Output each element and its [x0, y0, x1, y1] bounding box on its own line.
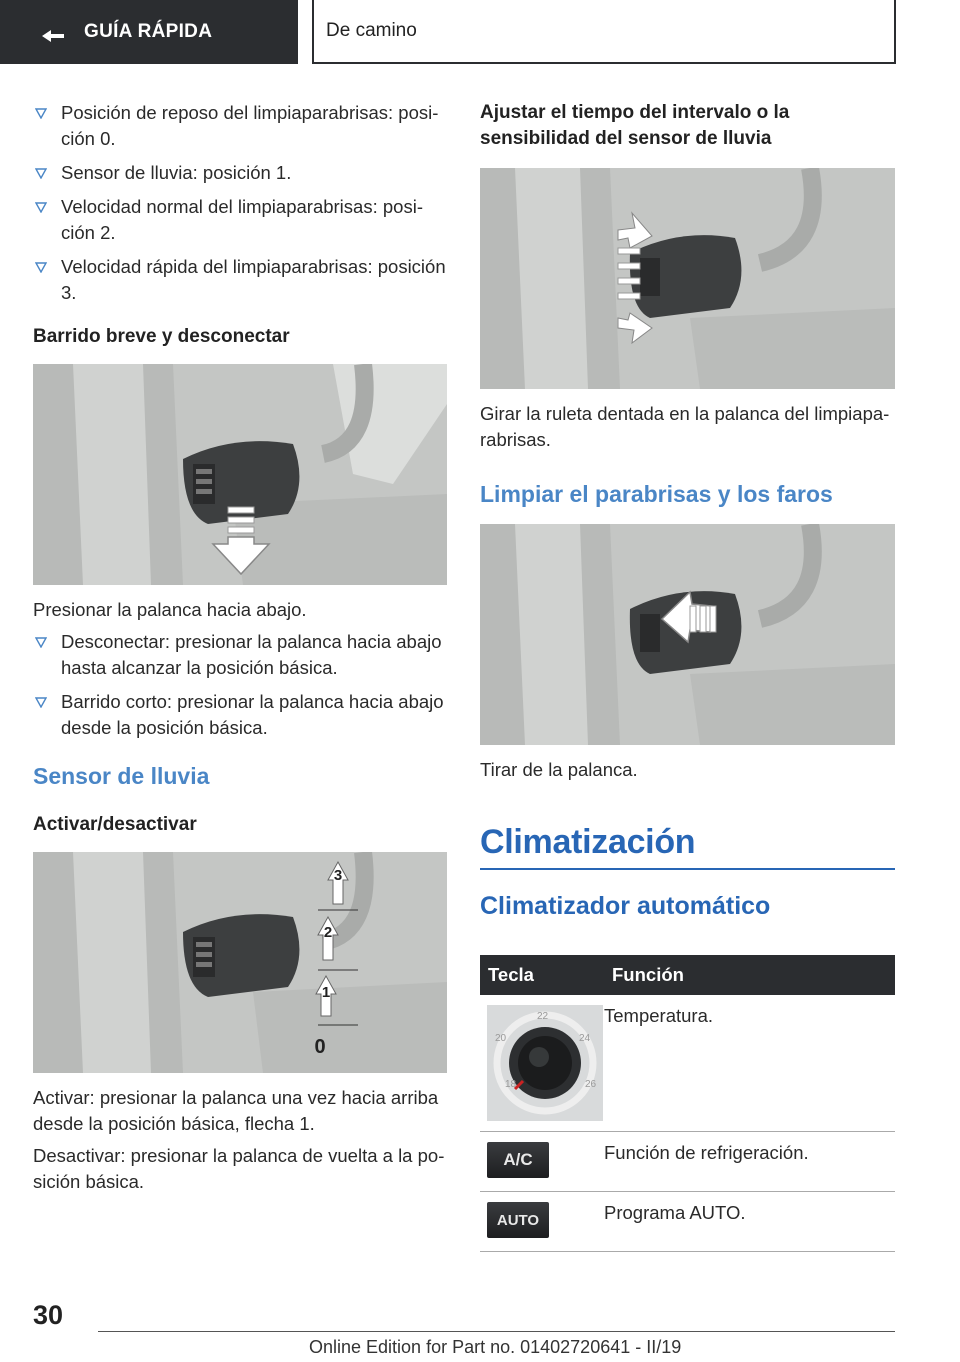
function-auto: Programa AUTO.	[604, 1192, 895, 1252]
position-label-0: 0	[314, 1036, 326, 1058]
function-ac: Función de refrigeración.	[604, 1132, 895, 1192]
table-row	[480, 1192, 895, 1252]
position-label-3: 3	[333, 867, 343, 884]
right-column	[480, 100, 895, 921]
page-number: 30	[33, 1300, 64, 1330]
heading-limpiar: Limpiar el parabrisas y los faros	[480, 481, 833, 507]
heading-climatizacion: Climatización	[480, 823, 895, 870]
dial-label-22: 22	[537, 1011, 549, 1022]
dial-label-18: 18	[505, 1079, 517, 1090]
figure-lever-positions	[33, 852, 447, 1073]
heading-activar: Activar/desactivar	[33, 814, 197, 835]
section-title: De camino	[312, 0, 896, 64]
heading-climatizador: Climatizador automático	[480, 892, 771, 920]
text-tirar: Tirar de la palanca.	[480, 759, 638, 780]
ac-button[interactable]: A/C	[487, 1142, 549, 1178]
list-item: Desconectar: presionar la palanca hacia abajo hasta alcanzar la posición básica.	[33, 629, 447, 681]
heading-barrido: Barrido breve y desconectar	[33, 326, 290, 347]
controls-table	[480, 955, 895, 1252]
position-label-1: 1	[321, 984, 331, 1001]
dial-label-26: 26	[585, 1079, 597, 1090]
position-list	[33, 100, 447, 306]
table-row	[480, 1132, 895, 1192]
heading-ajustar: Ajustar el tiempo del intervalo o la sensibilidad del sensor de lluvia	[480, 102, 790, 149]
dial-label-24: 24	[579, 1033, 591, 1044]
position-label-2: 2	[323, 924, 333, 941]
lever-list	[33, 629, 447, 741]
col-header-key: Tecla	[480, 955, 604, 995]
heading-sensor-lluvia: Sensor de lluvia	[33, 763, 210, 789]
triangle-bullet-icon	[35, 168, 47, 179]
list-item: Barrido corto: presionar la palanca hacia abajo desde la posición básica.	[33, 689, 447, 741]
figure-thumbwheel	[480, 168, 895, 389]
text-girar: Girar la ruleta dentada en la palanca del limpiaparabrisas.	[480, 403, 890, 450]
triangle-bullet-icon	[35, 262, 47, 273]
triangle-bullet-icon	[35, 108, 47, 119]
col-header-function: Función	[604, 955, 895, 995]
footer-divider	[98, 1331, 895, 1332]
auto-button[interactable]: AUTO	[487, 1202, 549, 1238]
function-temperature: Temperatura.	[604, 995, 895, 1132]
temperature-dial-icon	[487, 1005, 603, 1121]
text-desactivar: Desactivar: presionar la palanca de vuelta a la posición básica.	[33, 1145, 445, 1192]
list-item: Velocidad normal del limpiaparabrisas: posición 2.	[33, 194, 447, 246]
dial-label-20: 20	[495, 1033, 507, 1044]
list-item: Posición de reposo del limpiaparabrisas: posición 0.	[33, 100, 447, 152]
figure-lever-pull	[480, 524, 895, 745]
guide-tab[interactable]	[0, 0, 298, 64]
footer-edition: Online Edition for Part no. 01402720641 - II/19	[309, 1337, 682, 1357]
text-activar: Activar: presionar la palanca una vez hacia arriba desde la posición básica, flecha 1.	[33, 1087, 439, 1134]
triangle-bullet-icon	[35, 202, 47, 213]
table-row	[480, 995, 895, 1132]
triangle-bullet-icon	[35, 637, 47, 648]
left-column	[33, 100, 447, 1195]
guide-tab-label: GUÍA RÁPIDA	[84, 21, 213, 42]
figure-lever-down	[33, 364, 447, 585]
triangle-bullet-icon	[35, 697, 47, 708]
back-arrow-icon	[42, 30, 64, 42]
list-item: Velocidad rápida del limpiaparabrisas: posición 3.	[33, 254, 447, 306]
list-item: Sensor de lluvia: posición 1.	[33, 160, 447, 186]
text-presionar: Presionar la palanca hacia abajo.	[33, 599, 307, 620]
